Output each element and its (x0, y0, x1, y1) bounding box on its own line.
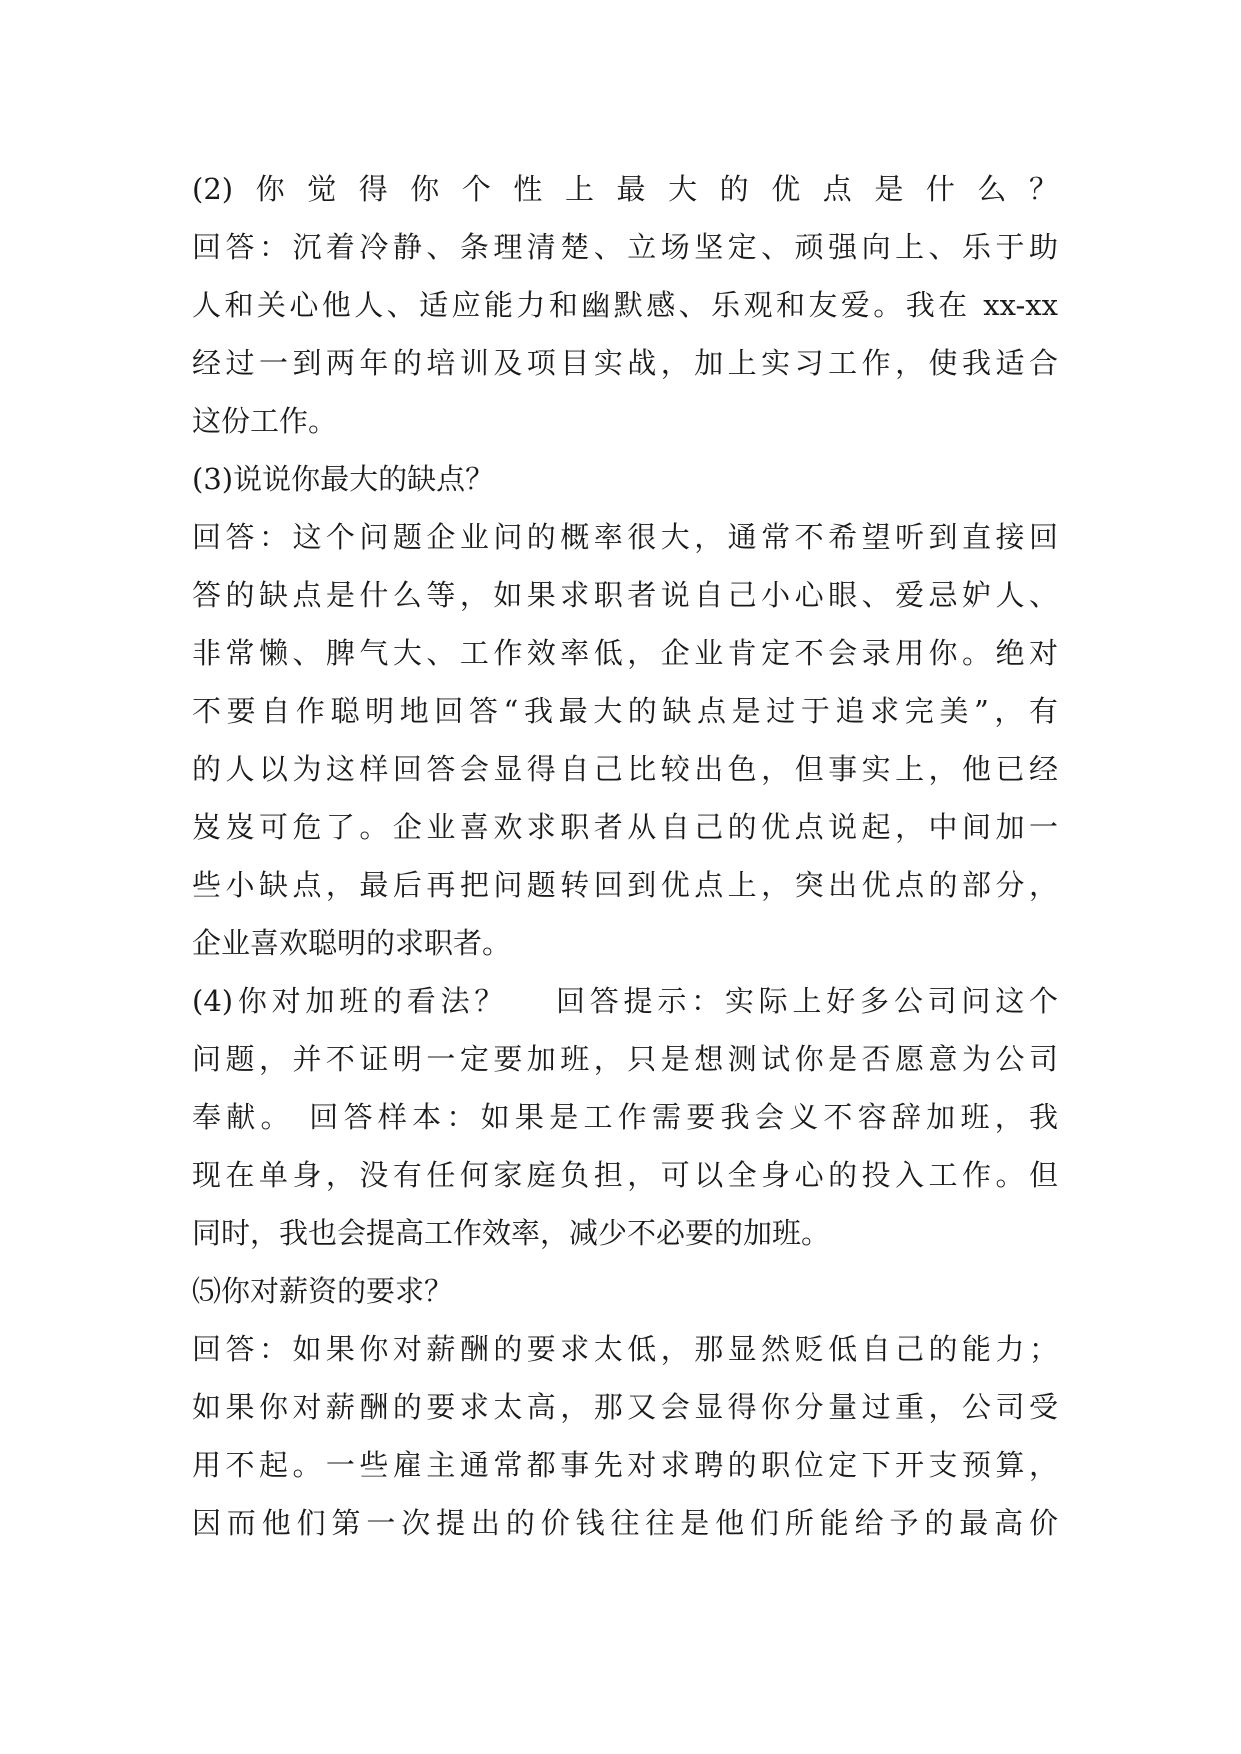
answer-text: 这份工作。 (192, 404, 338, 438)
document-page (192, 160, 1058, 1552)
answer-text: 些小缺点，最后再把问题转回到优点上，突出优点的部分， (192, 868, 1058, 902)
answer-text: 答的缺点是什么等，如果求职者说自己小心眼、爱忌妒人、 (192, 578, 1058, 612)
answer-text: 同时，我也会提高工作效率，减少不必要的加班。 (192, 1216, 831, 1250)
question-heading: ⑸你对薪资的要求？ (192, 1274, 454, 1308)
answer-text: 因而他们第一次提出的价钱往往是他们所能给予的最高价 (192, 1506, 1058, 1540)
question-heading: (3)说说你最大的缺点？ (192, 462, 495, 496)
question-heading: (2)你觉得你个性上最大的优点是什么？ (192, 172, 1058, 206)
answer-text: 回答：如果你对薪酬的要求太低，那显然贬低自己的能力； (192, 1332, 1058, 1366)
answer-text: 人和关心他人、适应能力和幽默感、乐观和友爱。我在 xx-xx (192, 288, 1058, 322)
answer-text: 岌岌可危了。企业喜欢求职者从自己的优点说起，中间加一 (192, 810, 1058, 844)
answer-text: 现在单身，没有任何家庭负担，可以全身心的投入工作。但 (192, 1158, 1058, 1192)
answer-text: 的人以为这样回答会显得自己比较出色，但事实上，他已经 (192, 752, 1058, 786)
question-heading: (4)你对加班的看法？ 回答提示：实际上好多公司问这个 (192, 984, 1058, 1018)
answer-text: 经过一到两年的培训及项目实战，加上实习工作，使我适合 (192, 346, 1058, 380)
answer-text: 不要自作聪明地回答“我最大的缺点是过于追求完美”，有 (192, 694, 1058, 728)
answer-text: 企业喜欢聪明的求职者。 (192, 926, 512, 960)
answer-text: 回答：沉着冷静、条理清楚、立场坚定、顽强向上、乐于助 (192, 230, 1058, 264)
answer-text: 用不起。一些雇主通常都事先对求聘的职位定下开支预算， (192, 1448, 1058, 1482)
answer-text: 非常懒、脾气大、工作效率低，企业肯定不会录用你。绝对 (192, 636, 1058, 670)
answer-text: 回答：这个问题企业问的概率很大，通常不希望听到直接回 (192, 520, 1058, 554)
answer-text: 如果你对薪酬的要求太高，那又会显得你分量过重，公司受 (192, 1390, 1058, 1424)
answer-text: 奉献。 回答样本：如果是工作需要我会义不容辞加班，我 (192, 1100, 1058, 1134)
answer-text: 问题，并不证明一定要加班，只是想测试你是否愿意为公司 (192, 1042, 1058, 1076)
